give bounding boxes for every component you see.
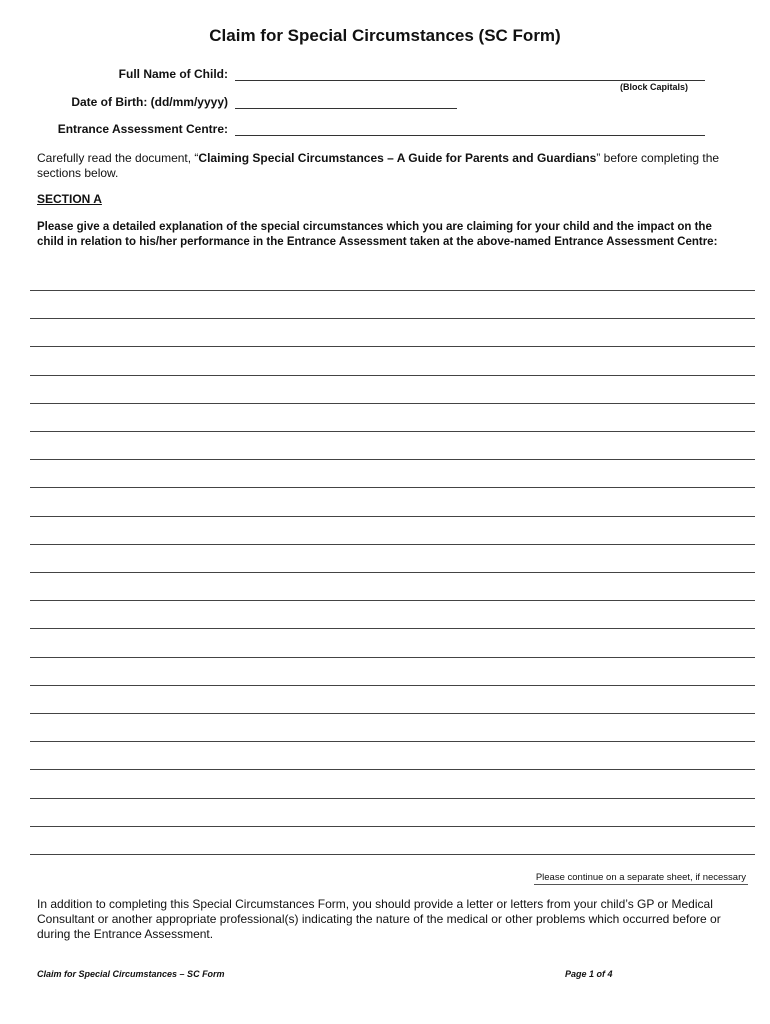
writing-line[interactable] [30, 572, 755, 573]
intro-suffix: ” before completing the sections below. [37, 151, 720, 180]
additional-evidence-note: In addition to completing this Special Circumstances Form, you should provide a letter or letters from your child’s GP or Medical Consultant or another appropriate professional(s) indicating the nature of the medical or other problems which occurred before or during the Entrance Assessment. [37, 897, 721, 941]
intro-paragraph [37, 151, 727, 181]
writing-line[interactable] [30, 290, 755, 291]
section-a-heading: SECTION A [37, 192, 102, 206]
writing-line[interactable] [30, 600, 755, 601]
block-capitals-hint: (Block Capitals) [620, 82, 689, 92]
writing-line[interactable] [30, 431, 755, 432]
writing-line[interactable] [30, 769, 755, 770]
footer-form-name: Claim for Special Circumstances – SC Form [37, 969, 225, 979]
dob-field[interactable] [235, 108, 457, 109]
centre-field[interactable] [235, 135, 705, 136]
footer-page-number: Page 1 of 4 [565, 969, 613, 979]
writing-line[interactable] [30, 375, 755, 376]
writing-line[interactable] [30, 657, 755, 658]
writing-line[interactable] [30, 487, 755, 488]
writing-line[interactable] [30, 346, 755, 347]
writing-line[interactable] [30, 459, 755, 460]
writing-line[interactable] [30, 516, 755, 517]
writing-line[interactable] [30, 826, 755, 827]
writing-line[interactable] [30, 741, 755, 742]
form-title: Claim for Special Circumstances (SC Form) [209, 26, 561, 45]
writing-line[interactable] [30, 854, 755, 855]
writing-line[interactable] [30, 628, 755, 629]
writing-line[interactable] [30, 544, 755, 545]
full-name-field[interactable] [235, 80, 705, 81]
intro-prefix: Carefully read the document, “ [37, 151, 199, 165]
writing-line[interactable] [30, 318, 755, 319]
guide-document-title: Claiming Special Circumstances – A Guide for Parents and Guardians [198, 151, 597, 165]
full-name-label: Full Name of Child: [118, 67, 228, 81]
continue-note: Please continue on a separate sheet, if necessary [535, 872, 746, 883]
writing-line[interactable] [30, 685, 755, 686]
writing-line[interactable] [30, 403, 755, 404]
writing-line[interactable] [30, 798, 755, 799]
centre-label: Entrance Assessment Centre: [57, 122, 228, 136]
dob-label: Date of Birth: (dd/mm/yyyy) [71, 95, 228, 109]
section-a-instruction: Please give a detailed explanation of the special circumstances which you are claiming for your child and the impact on the child in relation to his/her performance in the Entrance Assessment taken at the above-named Entrance Assessment Centre: [37, 221, 718, 248]
writing-line[interactable] [30, 713, 755, 714]
